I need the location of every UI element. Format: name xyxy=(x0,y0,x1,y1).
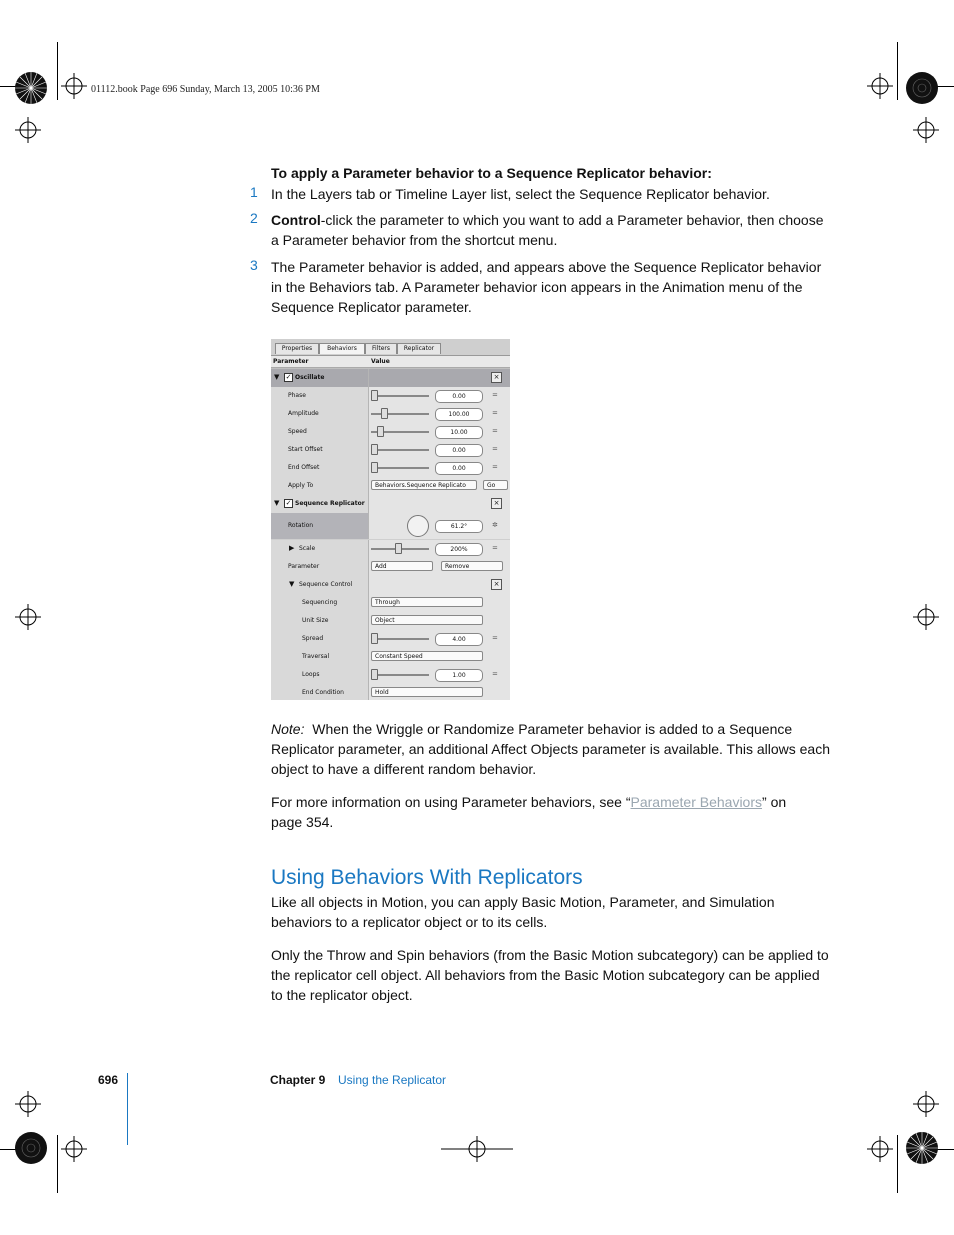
slider-knob[interactable] xyxy=(381,408,388,419)
animation-menu-icon[interactable]: = xyxy=(492,427,498,435)
animation-menu-icon[interactable]: = xyxy=(492,670,498,678)
animation-menu-icon[interactable]: = xyxy=(492,463,498,471)
param-row xyxy=(271,666,510,685)
param-value-field[interactable]: 4.00 xyxy=(435,633,483,646)
slider-knob[interactable] xyxy=(395,543,402,554)
param-label: Start Offset xyxy=(288,446,323,453)
page-number: 696 xyxy=(98,1073,119,1087)
end-condition-popup[interactable]: Hold xyxy=(371,687,483,697)
animation-menu-icon[interactable]: = xyxy=(492,445,498,453)
chapter-title: Using the Replicator xyxy=(338,1073,447,1087)
note-label: Note: xyxy=(271,721,305,737)
enable-checkbox[interactable]: ✓ xyxy=(285,499,292,507)
disclosure-triangle-icon[interactable]: ▼ xyxy=(289,580,295,588)
close-icon[interactable]: × xyxy=(491,372,502,383)
param-slider[interactable] xyxy=(371,467,429,469)
param-group-row xyxy=(271,576,510,595)
param-label: Amplitude xyxy=(288,410,319,417)
slider-knob[interactable] xyxy=(371,444,378,455)
step-text-body: -click the parameter to which you want to add a Parameter behavior, then choose a Parameter behavior from the shortcut menu. xyxy=(271,212,824,248)
inspector-screenshot xyxy=(271,339,510,700)
param-row xyxy=(271,477,510,496)
section-paragraph: Like all objects in Motion, you can apply Basic Motion, Parameter, and Simulation behaviors to a replicator object or to its cells. xyxy=(271,894,775,930)
param-label: Loops xyxy=(302,671,320,678)
section-paragraph: Only the Throw and Spin behaviors (from the Basic Motion subcategory) can be applied to the replicator cell object. All behaviors from the Basic Motion subcategory can be applied to the replicator object. xyxy=(271,947,829,1003)
step-text: In the Layers tab or Timeline Layer list, select the Sequence Replicator behavior. xyxy=(271,186,770,202)
param-row xyxy=(271,423,510,442)
remove-parameter-popup[interactable]: Remove xyxy=(441,561,503,571)
apply-to-field[interactable]: Behaviors.Sequence Replicato xyxy=(371,480,477,490)
param-label: Rotation xyxy=(288,522,314,529)
column-header xyxy=(271,356,510,368)
step-text: The Parameter behavior is added, and appears above the Sequence Replicator behavior in the Behaviors tab. A Parameter behavior icon appears in the Animation menu of the Sequence Replicator parameter. xyxy=(271,259,822,315)
unit-size-popup[interactable]: Object xyxy=(371,615,483,625)
close-icon[interactable]: × xyxy=(491,498,502,509)
param-row xyxy=(271,594,510,613)
disclosure-triangle-icon[interactable]: ▼ xyxy=(274,373,280,381)
param-label: End Condition xyxy=(302,689,344,696)
rotation-dial[interactable] xyxy=(407,515,429,537)
param-label: Phase xyxy=(288,392,306,399)
behavior-row-sequence-replicator[interactable] xyxy=(271,495,510,514)
tab-behaviors[interactable]: Behaviors xyxy=(319,343,365,354)
param-label: Parameter xyxy=(288,563,320,570)
note-text: When the Wriggle or Randomize Parameter behavior is added to a Sequence Replicator parameter, an additional Affect Objects parameter is available. This allows each object to have a different random behavior. xyxy=(271,721,831,777)
param-label: Scale xyxy=(299,545,316,552)
key-name: Control xyxy=(271,212,321,228)
behavior-name: Oscillate xyxy=(295,374,325,381)
param-row xyxy=(271,612,510,631)
param-row-rotation[interactable] xyxy=(271,513,510,540)
animation-menu-icon[interactable]: = xyxy=(492,634,498,642)
param-value-field[interactable]: 200% xyxy=(435,543,483,556)
more-info-text: For more information on using Parameter behaviors, see “ xyxy=(271,794,631,810)
note-paragraph xyxy=(271,719,831,779)
enable-checkbox[interactable]: ✓ xyxy=(285,373,292,381)
param-label: Unit Size xyxy=(302,617,329,624)
slider-knob[interactable] xyxy=(371,669,378,680)
param-label: Spread xyxy=(302,635,324,642)
close-icon[interactable]: × xyxy=(491,579,502,590)
param-slider[interactable] xyxy=(371,638,429,640)
slider-knob[interactable] xyxy=(371,390,378,401)
inspector-tabs xyxy=(271,339,510,356)
disclosure-triangle-icon[interactable]: ▶ xyxy=(289,544,295,552)
animation-menu-icon[interactable]: = xyxy=(492,544,498,552)
animation-menu-icon[interactable]: = xyxy=(492,409,498,417)
param-value-field[interactable]: 61.2° xyxy=(435,520,483,533)
param-value-field[interactable]: 1.00 xyxy=(435,669,483,682)
step-number: 2 xyxy=(250,210,258,226)
tab-properties[interactable]: Properties xyxy=(275,343,319,354)
tab-replicator[interactable]: Replicator xyxy=(397,343,441,354)
chapter-label: Chapter 9 xyxy=(270,1073,326,1087)
param-label: Apply To xyxy=(288,482,314,489)
more-info-text: ” on page 354. xyxy=(271,794,787,830)
param-value-field[interactable]: 100.00 xyxy=(435,408,483,421)
param-value-field[interactable]: 10.00 xyxy=(435,426,483,439)
param-slider[interactable] xyxy=(371,395,429,397)
param-value-field[interactable]: 0.00 xyxy=(435,390,483,403)
parameter-behavior-icon[interactable]: ✲ xyxy=(492,521,498,529)
param-row xyxy=(271,630,510,649)
step-text xyxy=(271,210,831,250)
param-row xyxy=(271,684,510,700)
traversal-popup[interactable]: Constant Speed xyxy=(371,651,483,661)
slider-knob[interactable] xyxy=(377,426,384,437)
step-number: 3 xyxy=(250,257,258,273)
param-slider[interactable] xyxy=(371,413,429,415)
param-row xyxy=(271,387,510,406)
param-value-field[interactable]: 0.00 xyxy=(435,462,483,475)
procedure-title: To apply a Parameter behavior to a Sequence Replicator behavior: xyxy=(271,165,712,181)
param-row xyxy=(271,441,510,460)
slider-knob[interactable] xyxy=(371,462,378,473)
animation-menu-icon[interactable]: = xyxy=(492,391,498,399)
parameter-behaviors-link[interactable]: Parameter Behaviors xyxy=(630,794,763,810)
behavior-name: Sequence Replicator xyxy=(295,500,365,507)
behavior-row-oscillate[interactable] xyxy=(271,369,510,388)
add-parameter-popup[interactable]: Add xyxy=(371,561,433,571)
more-info-paragraph xyxy=(271,792,811,832)
param-row xyxy=(271,459,510,478)
param-label: Sequencing xyxy=(302,599,338,606)
section-heading: Using Behaviors With Replicators xyxy=(271,866,583,889)
param-label: Sequence Control xyxy=(299,581,353,588)
col-value: Value xyxy=(371,358,390,365)
param-row xyxy=(271,405,510,424)
tab-filters[interactable]: Filters xyxy=(365,343,397,354)
param-row xyxy=(271,540,510,559)
param-slider[interactable] xyxy=(371,449,429,451)
go-button[interactable]: Go xyxy=(483,480,508,490)
param-label: Traversal xyxy=(302,653,330,660)
col-parameter: Parameter xyxy=(273,358,309,365)
print-stamp: 01112.book Page 696 Sunday, March 13, 2005 10:36 PM xyxy=(91,84,320,95)
param-row xyxy=(271,648,510,667)
disclosure-triangle-icon[interactable]: ▼ xyxy=(274,499,280,507)
param-value-field[interactable]: 0.00 xyxy=(435,444,483,457)
param-row xyxy=(271,558,510,577)
slider-knob[interactable] xyxy=(371,633,378,644)
sequencing-popup[interactable]: Through xyxy=(371,597,483,607)
param-label: Speed xyxy=(288,428,307,435)
param-slider[interactable] xyxy=(371,674,429,676)
param-label: End Offset xyxy=(288,464,320,471)
step-number: 1 xyxy=(250,184,258,200)
